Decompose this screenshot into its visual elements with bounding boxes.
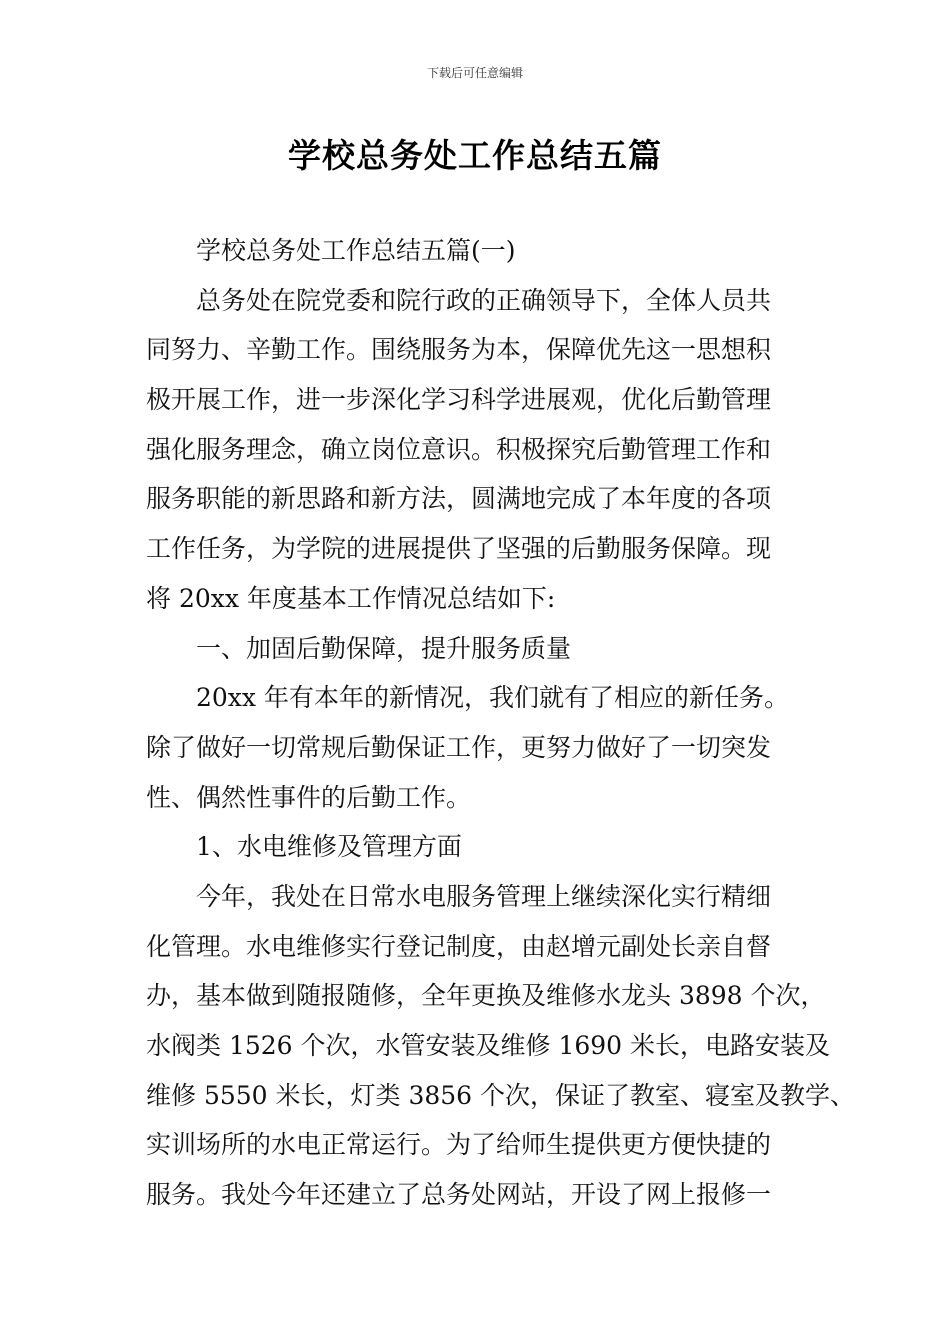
body-line: 1、水电维修及管理方面 bbox=[196, 832, 462, 862]
body-line: 学校总务处工作总结五篇(一) bbox=[196, 236, 516, 265]
body-line: 极开展工作，进一步深化学习科学进展观，优化后勤管理 bbox=[146, 385, 772, 415]
body-line: 化管理。水电维修实行登记制度，由赵增元副处长亲自督 bbox=[146, 931, 772, 961]
body-line: 办，基本做到随报随修，全年更换及维修水龙头 3898 个次， bbox=[146, 981, 826, 1011]
body-line: 工作任务，为学院的进展提供了坚强的后勤服务保障。现 bbox=[146, 534, 772, 564]
body-line: 实训场所的水电正常运行。为了给师生提供更方便快捷的 bbox=[146, 1130, 772, 1160]
body-line: 强化服务理念，确立岗位意识。积极探究后勤管理工作和 bbox=[146, 434, 772, 464]
body-line: 水阀类 1526 个次，水管安装及维修 1690 米长，电路安装及 bbox=[146, 1031, 831, 1060]
body-line: 同努力、辛勤工作。围绕服务为本，保障优先这一思想积 bbox=[146, 335, 772, 365]
body-line: 除了做好一切常规后勤保证工作，更努力做好了一切突发 bbox=[146, 732, 772, 762]
body-line: 服务。我处今年还建立了总务处网站，开设了网上报修一 bbox=[146, 1180, 772, 1210]
body-line: 总务处在院党委和院行政的正确领导下，全体人员共 bbox=[196, 285, 772, 315]
document-body bbox=[146, 226, 856, 1220]
body-line: 一、加固后勤保障，提升服务质量 bbox=[196, 633, 572, 663]
body-line: 将 20xx 年度基本工作情况总结如下: bbox=[146, 583, 556, 613]
body-line: 性、偶然性事件的后勤工作。 bbox=[146, 782, 472, 812]
body-line: 维修 5550 米长，灯类 3856 个次，保证了教室、寝室及教学、 bbox=[146, 1080, 856, 1110]
body-line: 20xx 年有本年的新情况，我们就有了相应的新任务。 bbox=[196, 683, 789, 713]
page-header-note: 下载后可任意编辑 bbox=[426, 66, 523, 80]
body-line: 今年，我处在日常水电服务管理上继续深化实行精细 bbox=[196, 881, 772, 911]
body-line: 服务职能的新思路和新方法，圆满地完成了本年度的各项 bbox=[146, 484, 772, 514]
document-title: 学校总务处工作总结五篇 bbox=[288, 136, 662, 175]
